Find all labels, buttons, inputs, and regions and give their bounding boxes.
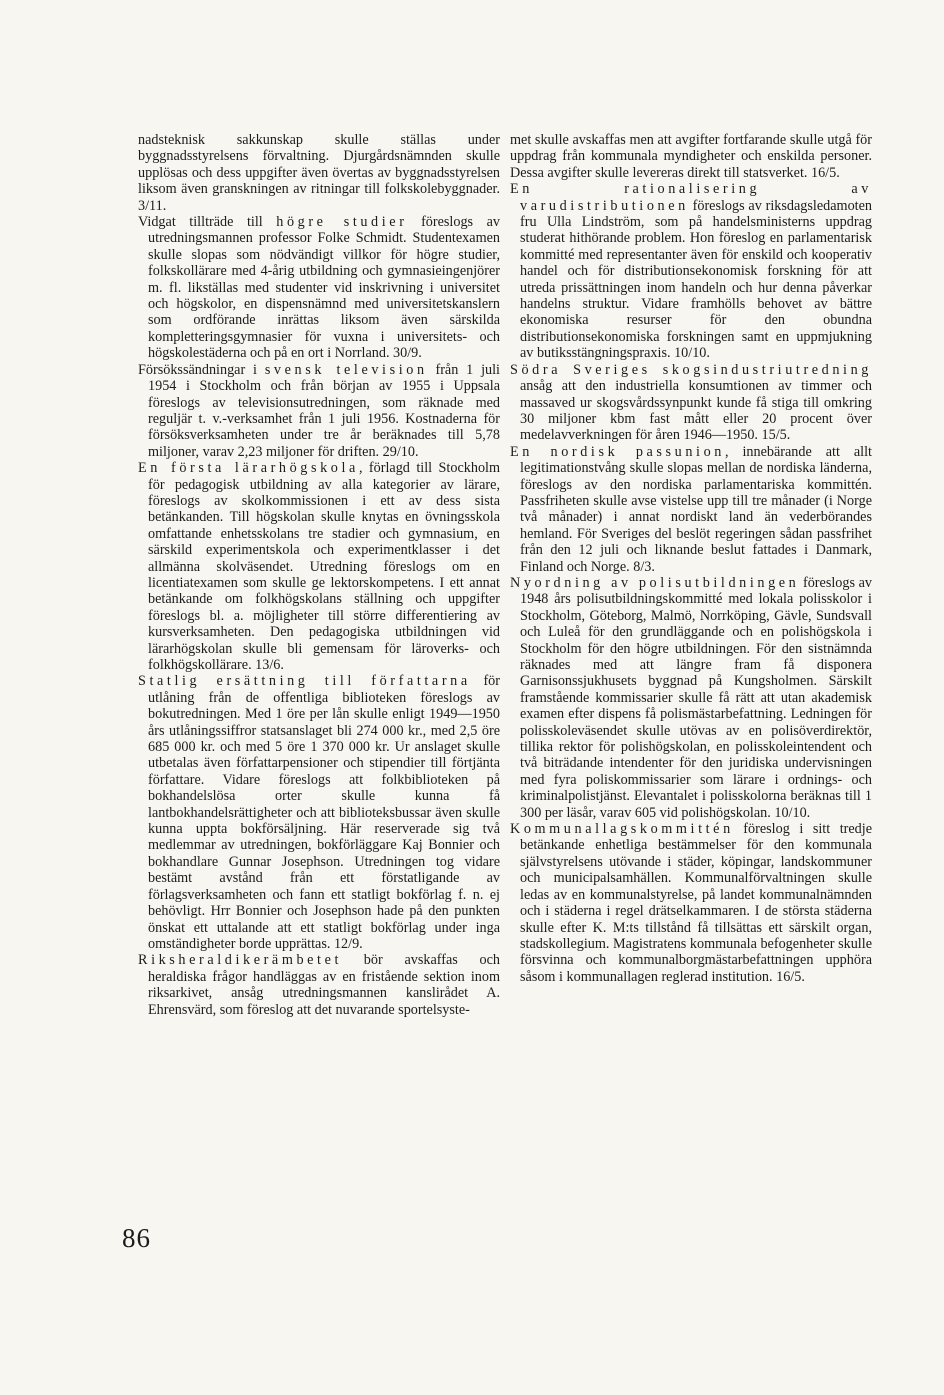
article-entry	[138, 214, 500, 362]
entry-heading: En rationalisering av varudistributionen	[510, 181, 872, 214]
article-entry	[510, 181, 872, 361]
entry-text: met skulle avskaffas men att avgifter fortfarande skulle utgå för uppdrag från kommunala myndigheter och enskilda personer. Dessa avgifter skulle levereras direkt till statsverket. 16/5.	[510, 132, 872, 181]
entry-text: nadsteknisk sakkunskap skulle ställas under byggnadsstyrelsens förvaltning. Djurgårdsnämnden skulle upplösas och dess uppgifter även övertas av byggnadsstyrelsen liksom även granskningen av ritningar till folkskolebyggnader. 3/11.	[138, 132, 500, 214]
entry-text: föreslogs av 1948 års polisutbildningskommitté med lokala polisskolor i Stockholm, Göteborg, Malmö, Norrköping, Gävle, Sundsvall och Luleå för den grundläggande och en polishögskola i Stockholm för den högre utbildningen. För den sistnämnda räknades med att längre fram få disponera Garnisonssjukhusets byggnad på Kungsholmen. Särskilt framstående kommissarier skulle få rätt att utan akademisk examen efter dispens få polismästarbefattning. Ledningen för polisskoleväsendet skulle utövas av en polisöverdirektör, tillika rektor för polishögskolan, en polisskoleintendent och två biträdande intendenter för den juridiska undervisningen med fyra poliskommissarier som lärare i ordnings- och kriminalpolistjänst. Elevantalet i polisskolorna beräknas till 1 300 per läsår, varav 605 vid polishögskolan. 10/10.	[520, 574, 872, 821]
entry-text: , innebärande att allt legitimationstvång skulle slopas mellan de nordiska länderna, föreslogs av den nordiska parlamentariska kommittén. Passfriheten skulle avse vistelse upp till tre månader (i Norge två månader) i annat nordiskt land än vederbörandes hemland. För Sveriges del beslöt regeringen sådan passfrihet från den 12 juli och liknande beslut fattades i Danmark, Finland och Norge. 8/3.	[520, 443, 872, 575]
entry-text: för utlåning från de offentliga biblioteken föreslogs av bokutredningen. Med 1 öre per lån skulle enligt 1949—1950 års utlåningssiffror statsanslaget bli 274 000 kr., med 2,5 öre 685 000 kr. och med 5 öre 1 370 000 kr. Ur anslaget skulle utbetalas även författarpensioner och stipendier till förtjänta författare. Vidare föreslogs att folkbiblioteken på bokhandelslösa orter skulle kunna få lantbokhandelsrättigheter och att biblioteksbussar även skulle kunna uppta bokförsäljning. Här reserverade sig två medlemmar av utredningen, bokförläggare Kaj Bonnier och bokhandlare Gunnar Josephson. Utredningen tog vidare bestämt avstånd från ett förstatligande av förlagsverksamheten och fann ett statligt bokförlag f. n. ej behövligt. Hrr Bonnier och Josephson hade på den punkten önskat ett uttalande att ett statligt bokförlag under inga omständigheter borde upprättas. 12/9.	[148, 673, 500, 952]
entry-text: från 1 juli 1954 i Stockholm och från början av 1955 i Uppsala föreslogs av televisionsutredningen, som räknade med reguljär t. v.-verksamhet från 1 juli 1956. Kostnaderna för försöksverksamheten under tre år beräknades till 5,78 miljoner, varav 2,23 miljoner för driften. 29/10.	[148, 361, 501, 460]
entry-heading: En nordisk passunion	[510, 443, 725, 460]
article-entry	[138, 952, 500, 1018]
entry-text: föreslogs av riksdagsledamoten fru Ulla Lindström, som på handelsministerns uppdrag studerat hithörande problem. Hon föreslog en parlamentarisk kommitté med representanter även för enskild och kooperativ handel och för distributionsekonomisk forskning för att utreda prissättningen inom handeln och hur denna påverkar handelns struktur. Vidare framhölls behovet av bättre ekonomiska resurser för den obundna distributionsekonomiska forskningen samt en uppmjukning av butiksstängningspraxis. 10/10.	[520, 197, 872, 362]
entry-text: ansåg att den industriella konsumtionen av timmer och massaved ur skogsvårdssynpunkt kunde få stiga till omkring 30 miljoner kbm fast mått eller 20 procent över medelavverkningen för åren 1946—1950. 15/5.	[520, 378, 872, 444]
entry-lead-prefix: Försökssändningar i	[138, 361, 265, 378]
article-entry	[138, 132, 500, 214]
entry-lead-prefix: Vidgat tillträde till	[138, 214, 277, 231]
entry-heading: Södra Sveriges skogsindustriutredning	[510, 361, 872, 378]
page-number: 86	[122, 1223, 151, 1253]
article-entry	[138, 362, 500, 460]
entry-text: föreslog i sitt tredje betänkande enhetliga bestämmelser för den kommunala självstyrelsens utövande i städer, köpingar, landskommuner och municipalsamhällen. Kommunalförvaltningen skulle ledas av en kommunalstyrelse, på landet kommunalnämnden och i städerna i regel drätselkammaren. I de största städerna skulle efter K. M:ts tillstånd få tillsättas ett särskilt organ, stadskollegium. Magistratens kommunala befogenheter skulle försvinna och kommunalborgmästarbefattningen upphöra såsom i kommunallagen reglerad institution. 16/5.	[520, 821, 872, 985]
entry-heading: En första lärarhögskola	[138, 460, 359, 477]
right-column	[510, 132, 872, 985]
article-entry	[510, 132, 872, 181]
article-entry	[138, 460, 500, 673]
entry-text: , förlagd till Stockholm för pedagogisk utbildning av alla kategorier av lärare, föreslogs av skolkommissionen i ett av dess sista betänkanden. Till högskolan skulle knytas en övningsskola omfattande enhetsskolans tre stadier och gymnasium, en särskild experimentskola och experimentklasser i det allmänna skolväsendet. Utredning föreslogs om en licentiatexamen som skulle ge lektorskompetens. I ett annat betänkande om folkhögskolans ställning och uppgifter föreslogs bl. a. möjligheter till större differentiering av kursverksamheten. Den pedagogiska utbildningen vid lärarhögskolan skulle bli gemensam för läroverks- och folkhögskollärare. 13/6.	[148, 460, 501, 673]
entry-heading: Riksheraldikerämbetet	[138, 952, 343, 969]
entry-heading: högre studier	[276, 214, 408, 231]
left-column	[138, 132, 500, 1018]
entry-heading: svensk television	[264, 361, 428, 378]
entry-heading: Nyordning av polisutbildningen	[510, 574, 800, 591]
entry-text: föreslogs av utredningsmannen professor Folke Schmidt. Studentexamen skulle slopas som nödvändigt villkor för högre studier, folkskollärare med 4-årig utbildning och gymnasieingenjörer m. fl. likställas med studenter vid inskrivning i universitet och högskolor, en dispensnämnd med universitetskanslern som ordförande inrättas liksom även särskilda kompletteringsgymnasier för vuxna i universitets- och högskolestäderna och på en ort i Norrland. 30/9.	[148, 214, 501, 362]
entry-text: bör avskaffas och heraldiska frågor handläggas av en fristående sektion inom riksarkivet, ansåg utredningsmannen kanslirådet A. Ehrensvärd, som föreslog att det nuvarande sportelsyste-	[148, 952, 500, 1018]
entry-heading: Statlig ersättning till författarna	[138, 673, 471, 690]
article-entry	[138, 673, 500, 952]
entry-heading: Kommunallagskommittén	[510, 821, 734, 838]
article-entry	[510, 362, 872, 444]
article-entry	[510, 444, 872, 575]
article-entry	[510, 821, 872, 985]
article-entry	[510, 575, 872, 821]
